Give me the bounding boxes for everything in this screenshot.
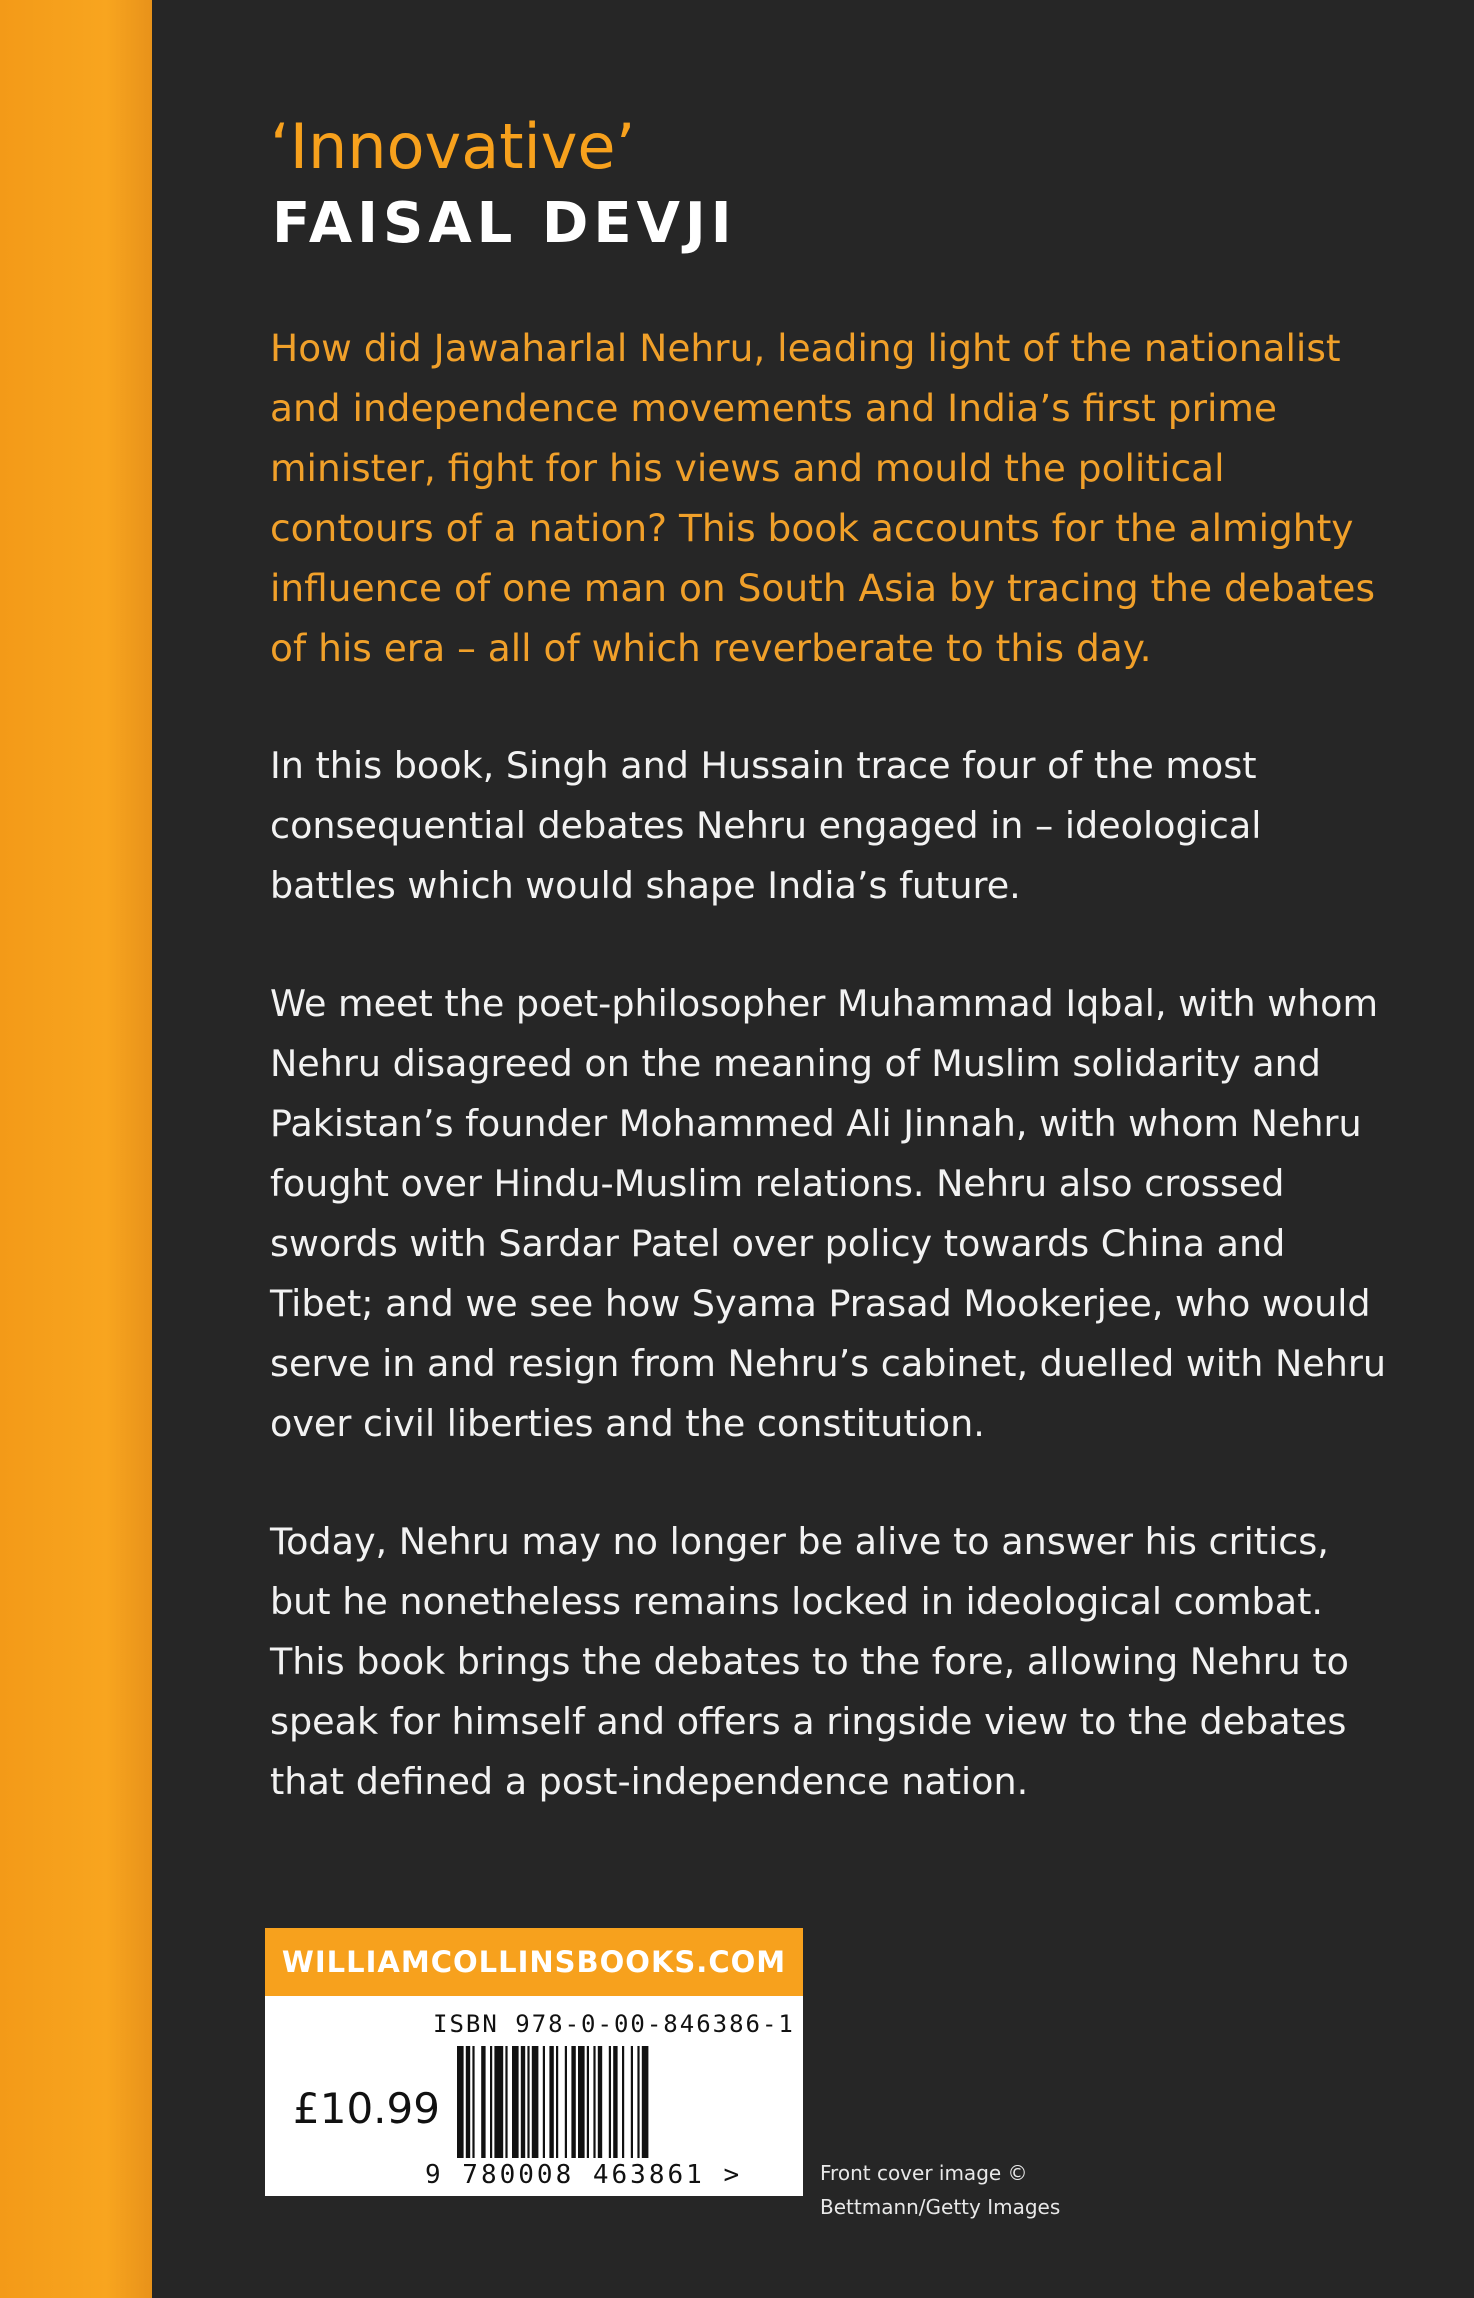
isbn-label: ISBN 978-0-00-846386-1 (433, 2010, 795, 2038)
body-paragraph-1: In this book, Singh and Hussain trace four of the most consequential debates Nehru engaged in – ideological battles which would shape India’s future. (270, 744, 1262, 907)
cover-image-credit (820, 2156, 1060, 2224)
blurb-content (270, 108, 1390, 1870)
body-paragraph-2: We meet the poet-philosopher Muhammad Iqbal, with whom Nehru disagreed on the meaning of Muslim solidarity and Pakistan’s founder Mohammed Ali Jinnah, with whom Nehru fought over Hindu-Muslim relations. Nehru also crossed swords with Sardar Patel over policy towards China and Tibet; and we see how Syama Prasad Mookerjee, who would serve in and resign from Nehru’s cabinet, duelled with Nehru over civil liberties and the constitution. (270, 982, 1386, 1445)
orange-spine-strip (0, 0, 152, 2298)
credit-line-2: Bettmann/Getty Images (820, 2195, 1061, 2219)
price-label: £10.99 (293, 2084, 440, 2133)
price-barcode-sticker (265, 1928, 803, 2196)
credit-line-1: Front cover image © (820, 2161, 1028, 2185)
review-quote: ‘Innovative’ (270, 110, 636, 183)
barcode-number: 9 780008 463861 > (425, 2160, 743, 2190)
barcode-icon (455, 2046, 755, 2158)
publisher-website: WILLIAMCOLLINSBOOKS.COM (265, 1928, 803, 1996)
lead-paragraph: How did Jawaharlal Nehru, leading light of the nationalist and independence movements and India’s first prime minister, fight for his views and mould the political contours of a nation? This book accounts for the almighty influence of one man on South Asia by tracing the debates of his era – all of which reverberate to this day. (270, 326, 1376, 670)
body-paragraph-3: Today, Nehru may no longer be alive to answer his critics, but he nonetheless remains locked in ideological combat. This book brings the debates to the fore, allowing Nehru to speak for himself and offers a ringside view to the debates that defined a post-independence nation. (270, 1520, 1349, 1803)
review-quote-author: FAISAL DEVJI (272, 191, 737, 256)
